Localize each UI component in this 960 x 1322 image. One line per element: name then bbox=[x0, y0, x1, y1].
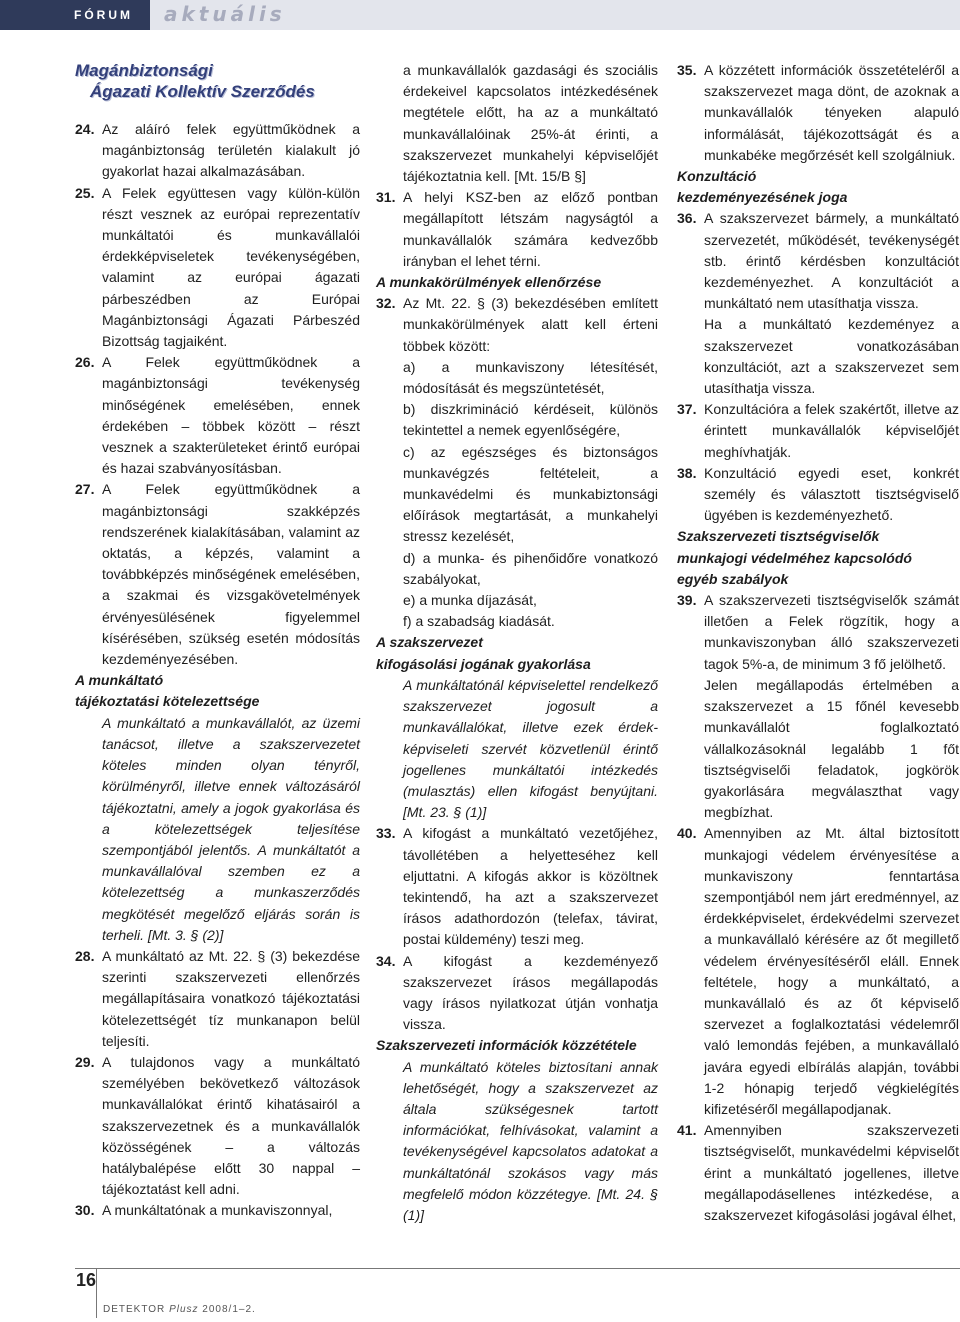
list-item: f) a szabadság kiadását. bbox=[403, 613, 555, 630]
paragraph-number: 39. bbox=[677, 592, 697, 609]
paragraph-number: 34. bbox=[376, 952, 396, 969]
paragraph-number: 30. bbox=[75, 1202, 95, 1219]
paragraph-30-continued: a munkavállalók gazdasági és szociális érdekeivel kapcsolatos intézkedésének megtétele előtt, ha az a munkáltató munkavállalóinak 25%-át érinti, a szakszervezet munkahelyi képviselőjét tájékoztatnia kell. [Mt. 15/B §] bbox=[403, 62, 658, 185]
subheading bbox=[677, 526, 959, 590]
paragraph-32 bbox=[376, 293, 658, 357]
journal-issue: 2008/1–2. bbox=[202, 1304, 256, 1315]
paragraph-number: 33. bbox=[376, 825, 396, 842]
subheading-line3: egyéb szabályok bbox=[677, 570, 789, 587]
page-header bbox=[0, 0, 960, 30]
column-1 bbox=[75, 60, 360, 1222]
footer-divider bbox=[75, 1268, 960, 1269]
paragraph-text: Az Mt. 22. § (3) bekezdésében említett munkakörülmények alatt kell érteni többek között: bbox=[403, 295, 658, 354]
journal-name: DETEKTOR bbox=[103, 1304, 166, 1315]
paragraph-33 bbox=[376, 823, 658, 950]
footer-journal bbox=[103, 1304, 256, 1315]
paragraph-text: A kifogást a munkáltató vezetőjéhez, távollétében a helyetteséhez kell eljuttatni. A kifogás akkor is közöltnek tekintendő, ha azt a szakszervezet írásos adathordozón (telefax, távirat, postai küldemény) teszi meg. bbox=[403, 825, 658, 948]
column-3 bbox=[677, 60, 959, 1226]
subheading-line1: Konzultáció bbox=[677, 168, 757, 185]
paragraph-39-continued: Jelen megállapodás értelmében a szakszervezet a 15 főnél kevesebb munkavállalót foglalkoztató vállalkozásoknál legalább 1 főt tisztségviselői feladatok, jogkörök gyakorlására megválaszthat vagy megbízhat. bbox=[704, 676, 959, 821]
paragraph-text: A tulajdonos vagy a munkáltató személyében bekövetkező változások munkavállalókat érintő kihatásairól a szakszervezetnek és a munkavállalók közösségének – a változás hatálybalépése előtt 30 nappal – tájékoztatást kell adni. bbox=[102, 1053, 360, 1198]
paragraph-number: 37. bbox=[677, 401, 697, 418]
paragraph-30 bbox=[75, 1200, 360, 1221]
paragraph-27 bbox=[75, 479, 360, 670]
paragraph-36-continued: Ha a munkáltató kezdeményez a szakszervezet vonatkozásában konzultációt, azt a szakszervezet sem utasíthatja vissza. bbox=[704, 316, 959, 397]
paragraph-text: A szakszervezet bármely, a munkáltató szervezetét, működését, tevékenységét stb. érintő kérdésben konzultációt kezdeményezhet. A konzultációt a munkáltató nem utasíthatja vissza. bbox=[704, 210, 959, 312]
paragraph-34 bbox=[376, 951, 658, 1036]
paragraph-38 bbox=[677, 463, 959, 527]
paragraph-text: Az aláíró felek együttműködnek a magánbiztonság területén kialakult jó gyakorlat hazai alkalmazásában. bbox=[102, 121, 360, 180]
paragraph-text: Amennyiben az Mt. által biztosított munkajogi védelem érvényesítése a munkaviszony fenntartása szempontjából nem járt eredménnyel, az érdekképviselet, érdekvédelmi szervezet a munkavállaló kérésére az őt megillető védelem érvényesítéséről eláll. Ennek feltétele, hogy a munkáltató, a munkavállaló és az őt képviselő szervezet a foglalkoztatási védelemről való lemondás fejében, a munkavállaló javára egyedi elbírálás alapján, további 1-2 hónapig terjedő végkielégítés kifizetéséről megállapodjanak. bbox=[704, 825, 959, 1117]
list-item: a) a munkaviszony létesítését, módosítását és megszüntetését, bbox=[403, 358, 658, 397]
paragraph-28 bbox=[75, 946, 360, 1052]
paragraph-number: 27. bbox=[75, 481, 95, 498]
paragraph-text: A közzétett információk összetételéről a szakszervezet maga dönt, de azoknak a munkavállalók tényeken alapuló informálását, tájékozottságát és a munkabéke megőrzését kell szolgálniuk. bbox=[704, 62, 959, 163]
paragraph-26 bbox=[75, 352, 360, 479]
header-section-label: aktuális bbox=[164, 2, 286, 26]
legal-quote: A munkáltatónál képviselettel rendelkező szakszervezet jogosult a munkavállalókat, illetve ezek érdek-képviseleti szervét közvetlenül érintő jogellenes munkáltatói intézkedés (mulasztás) ellen kifogást benyújtani. [Mt. 23. § (1)] bbox=[403, 676, 658, 821]
paragraph-35 bbox=[677, 60, 959, 166]
subheading: A munkakörülmények ellenőrzése bbox=[376, 274, 602, 291]
legal-quote: A munkáltató köteles biztosítani annak lehetőségét, hogy a szakszervezet az általa szükségesnek tartott információkat, felhívásokat, valamint a tevékenységével kapcsolatos adatokat a munkáltatónál szokásos vagy más megfelelő módon közzétegye. [Mt. 24. § (1)] bbox=[403, 1058, 658, 1223]
paragraph-number: 26. bbox=[75, 354, 95, 371]
paragraph-text: A Felek együttműködnek a magánbiztonsági szakképzés rendszerének kialakításában, valamint az oktatás, a képzés, valamint a továbbképzés minőségének emelésében, a szakmai és vizsgakövetelmények érvényesülésének figyelemmel kísérésében, szükség esetén módosítás kezdeményezésében. bbox=[102, 481, 360, 668]
paragraph-text: Amennyiben szakszervezeti tisztségviselőt, munkavédelmi képviselőt érint a munkáltató jogellenes, illetve megállapodásellenes intézkedése, a szakszervezet kifogásolási jogával élhet, bbox=[704, 1122, 959, 1223]
paragraph-number: 41. bbox=[677, 1122, 697, 1139]
subheading-line2: munkajogi védelméhez kapcsolódó bbox=[677, 549, 912, 566]
paragraph-text: Konzultációra a felek szakértőt, illetve az érintett munkavállalók képviselőjét meghívhatják. bbox=[704, 401, 959, 460]
paragraph-number: 31. bbox=[376, 189, 396, 206]
paragraph-number: 36. bbox=[677, 210, 697, 227]
paragraph-text: A munkáltatónak a munkaviszonnyal, bbox=[102, 1202, 333, 1219]
paragraph-number: 38. bbox=[677, 464, 697, 481]
paragraph-24 bbox=[75, 119, 360, 183]
subheading-line1: Szakszervezeti tisztségviselők bbox=[677, 528, 880, 545]
paragraph-31 bbox=[376, 187, 658, 272]
paragraph-39 bbox=[677, 590, 959, 675]
paragraph-text: A Felek együttműködnek a magánbiztonsági tevékenység minőségének emelésében, ennek érdekében – többek között – részt vesznek a szakterületeket érintő európai és hazai szabványosításban. bbox=[102, 354, 360, 477]
article-title bbox=[75, 60, 360, 102]
subheading bbox=[75, 670, 360, 712]
page-number: 16 bbox=[76, 1270, 97, 1290]
subheading-line2: kezdeményezésének joga bbox=[677, 189, 848, 206]
subheading-line2: tájékoztatási kötelezettsége bbox=[75, 693, 260, 710]
subheading-line2: kifogásolási jogának gyakorlása bbox=[376, 655, 591, 672]
subheading-line1: A munkáltató bbox=[75, 672, 164, 689]
subheading: Szakszervezeti információk közzététele bbox=[376, 1037, 637, 1054]
list-item: e) a munka díjazását, bbox=[403, 592, 537, 609]
article-title-line2: Ágazati Kollektív Szerződés bbox=[90, 82, 315, 101]
paragraph-41 bbox=[677, 1120, 959, 1226]
paragraph-40 bbox=[677, 823, 959, 1120]
paragraph-text: A kifogást a kezdeményező szakszervezet írásos megállapodás vagy írásos nyilatkozat útján vonhatja vissza. bbox=[403, 952, 658, 1033]
paragraph-number: 29. bbox=[75, 1053, 95, 1070]
journal-name-italic: Plusz bbox=[169, 1304, 199, 1315]
paragraph-number: 35. bbox=[677, 62, 697, 78]
paragraph-29 bbox=[75, 1052, 360, 1200]
list-item: c) az egészséges és biztonságos munkavégzés feltételeit, a munkavédelmi és munkabiztonsági előírások megtartását, a munkahelyi stressz kezelését, bbox=[403, 443, 658, 545]
article-title-line1: Magánbiztonsági bbox=[75, 61, 213, 80]
paragraph-text: A szakszervezeti tisztségviselők számát illetően a Felek rögzítik, hogy a munkaviszonyban álló szakszervezeti tagok 5%-a, de minimum 3 fő jelölhető. bbox=[704, 592, 959, 672]
paragraph-number: 24. bbox=[75, 121, 95, 137]
paragraph-number: 25. bbox=[75, 184, 95, 201]
paragraph-25 bbox=[75, 183, 360, 353]
paragraph-text: A helyi KSZ-ben az előző pontban megállapított létszám nagyságtól a munkavállalók számára kedvezőbb irányban el lehet térni. bbox=[403, 189, 658, 269]
paragraph-text: Konzultáció egyedi eset, konkrét személy és választott tisztségviselő ügyében is kezdeményezhető. bbox=[704, 464, 959, 524]
subheading-line1: A szakszervezet bbox=[376, 634, 483, 651]
paragraph-number: 40. bbox=[677, 825, 697, 842]
paragraph-text: A Felek együttesen vagy külön-külön részt vesznek az európai reprezentatív munkáltatói és munkavállalói érdekképviseletek tevékenységében, valamint az európai ágazati párbeszédben az Európai Magánbiztonsági Ágazati Párbeszéd Bizottság tagjaiként. bbox=[102, 184, 360, 350]
header-forum-label: FÓRUM bbox=[74, 8, 133, 22]
paragraph-37 bbox=[677, 399, 959, 463]
paragraph-number: 28. bbox=[75, 947, 95, 964]
paragraph-text: A munkáltató az Mt. 22. § (3) bekezdése szerinti szakszervezeti ellenőrzés megállapításaira vonatkozó tájékoztatási kötelezettségét tíz munkanapon belül teljesíti. bbox=[102, 947, 360, 1049]
paragraph-number: 32. bbox=[376, 295, 396, 312]
list-item: b) diszkrimináció kérdéseit, különös tekintettel a nemek egyenlőségére, bbox=[403, 401, 658, 439]
list-item: d) a munka- és pihenőidőre vonatkozó szabályokat, bbox=[403, 549, 658, 587]
paragraph-36 bbox=[677, 208, 959, 314]
footer-vertical-divider bbox=[96, 1268, 97, 1318]
column-2 bbox=[376, 60, 658, 1226]
subheading bbox=[677, 166, 959, 208]
subheading bbox=[376, 632, 658, 674]
legal-quote: A munkáltató a munkavállalót, az üzemi tanácsot, illetve a szakszervezetet köteles minden olyan tényről, körülményről, illetve ennek változásáról tájékoztatni, amely a jogok gyakorlása és a kötelezettségek teljesítése szempontjából jelentős. A munkáltatót a munkavállalóval szemben ez a kötelezettség a munkaszerződés megkötését megelőző eljárás során is terheli. [Mt. 3. § (2)] bbox=[102, 714, 360, 943]
